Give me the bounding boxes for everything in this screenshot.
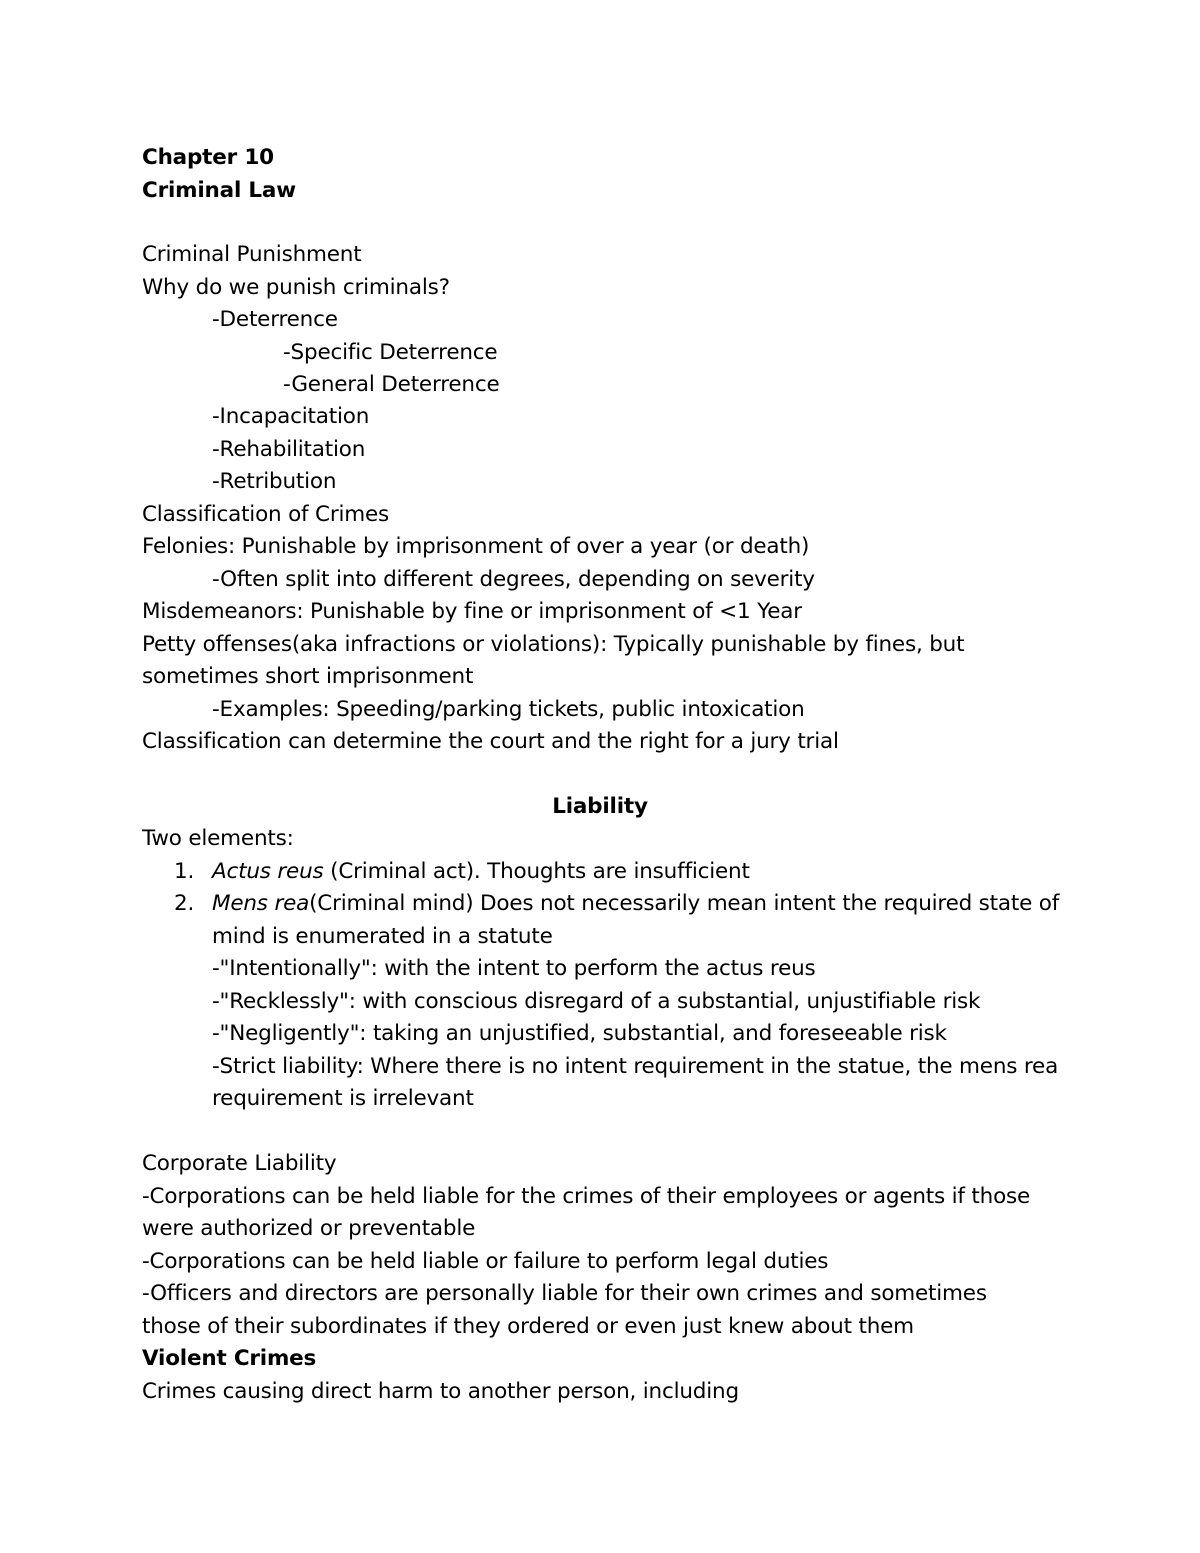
list-item-actus-reus [212,855,750,888]
corporate-text-1: -Corporations can be held liable for the crimes of their employees or agents if those [142,1184,1031,1209]
list-number-1: 1. [174,859,195,884]
strict-liability-text-cont: requirement is irrelevant [212,1086,474,1111]
violent-crimes-desc: Crimes causing direct harm to another person, including [142,1379,739,1404]
corporate-text-2: -Corporations can be held liable or failure to perform legal duties [142,1249,829,1274]
examples-text: -Examples: Speeding/parking tickets, public intoxication [212,697,805,722]
mens-rea-desc: (Criminal mind) Does not necessarily mean intent the required state of [309,891,1060,916]
list-item-rehabilitation: -Rehabilitation [212,437,366,462]
felonies-text: Felonies: Punishable by imprisonment of over a year (or death) [142,534,810,559]
petty-offenses-text-cont: sometimes short imprisonment [142,664,474,689]
two-elements-text: Two elements: [142,826,294,851]
negligently-text: -"Negligently": taking an unjustified, substantial, and foreseeable risk [212,1021,947,1046]
list-item-mens-rea [212,887,1059,920]
subject-title: Criminal Law [142,178,296,203]
section-heading-corporate-liability: Corporate Liability [142,1151,337,1176]
misdemeanors-text: Misdemeanors: Punishable by fine or imprisonment of <1 Year [142,599,802,624]
punishment-question: Why do we punish criminals? [142,275,450,300]
petty-offenses-text: Petty offenses(aka infractions or violations): Typically punishable by fines, but [142,632,965,657]
list-item-specific-deterrence: -Specific Deterrence [283,340,498,365]
term-actus-reus: Actus reus [212,859,324,884]
corporate-text-3-cont: those of their subordinates if they ordered or even just knew about them [142,1314,914,1339]
intentionally-text: -"Intentionally": with the intent to perform the actus reus [212,956,816,981]
recklessly-text: -"Recklessly": with conscious disregard of a substantial, unjustifiable risk [212,989,981,1014]
classification-determine-text: Classification can determine the court and the right for a jury trial [142,729,839,754]
chapter-title: Chapter 10 [142,145,274,170]
term-mens-rea: Mens rea [212,891,310,916]
list-item-retribution: -Retribution [212,469,337,494]
felonies-note: -Often split into different degrees, depending on severity [212,567,815,592]
section-heading-violent-crimes: Violent Crimes [142,1346,317,1371]
strict-liability-text: -Strict liability: Where there is no intent requirement in the statue, the mens rea [212,1054,1059,1079]
mens-rea-desc-cont: mind is enumerated in a statute [212,924,553,949]
section-heading-punishment: Criminal Punishment [142,242,362,267]
list-item-deterrence: -Deterrence [212,307,338,332]
corporate-text-1-cont: were authorized or preventable [142,1216,476,1241]
section-heading-liability: Liability [552,794,648,819]
section-heading-classification: Classification of Crimes [142,502,390,527]
list-item-general-deterrence: -General Deterrence [283,372,500,397]
list-item-incapacitation: -Incapacitation [212,404,370,429]
corporate-text-3: -Officers and directors are personally liable for their own crimes and sometimes [142,1281,987,1306]
actus-reus-desc: (Criminal act). Thoughts are insufficient [323,859,750,884]
list-number-2: 2. [174,891,195,916]
